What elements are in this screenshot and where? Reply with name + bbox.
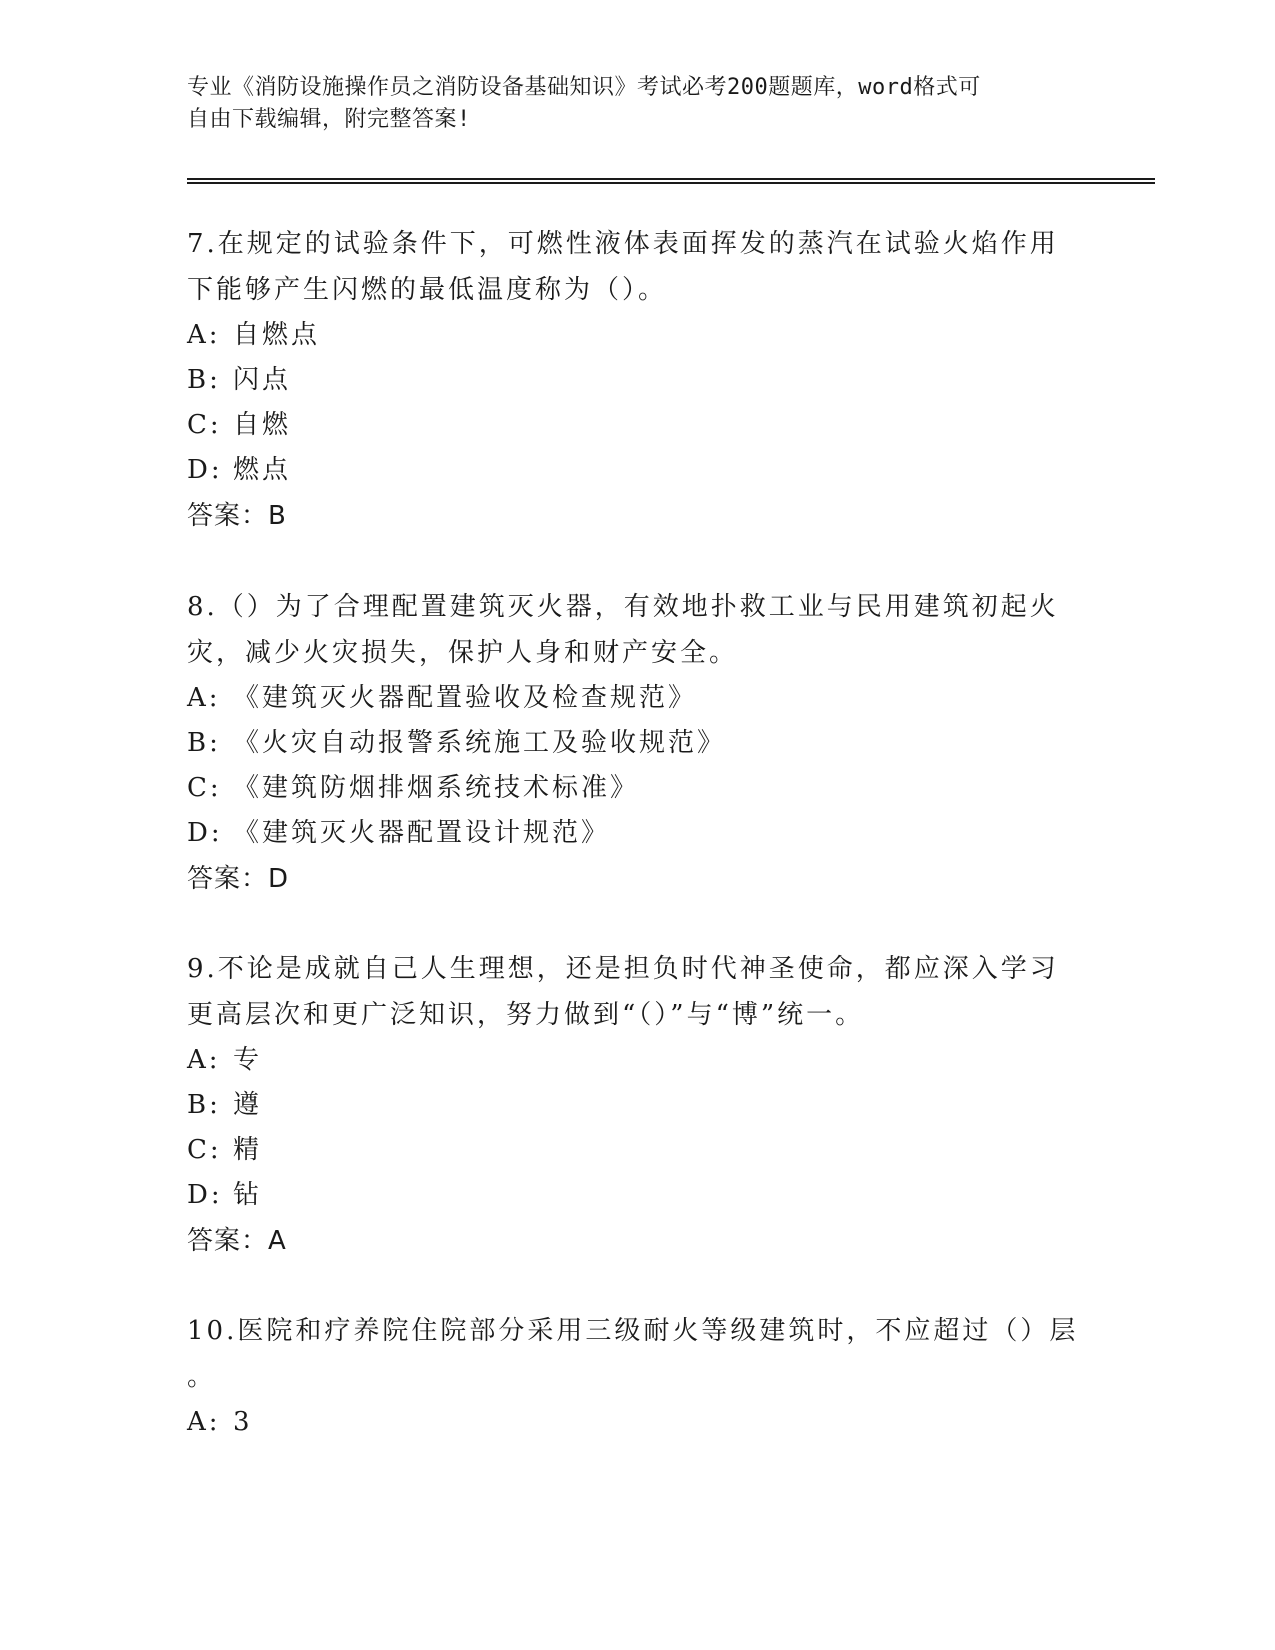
option-a — [187, 313, 1087, 358]
option-text: 《火灾自动报警系统施工及验收规范》 — [233, 728, 727, 758]
option-key: B: — [187, 365, 221, 395]
question-stem-line: 7.在规定的试验条件下，可燃性液体表面挥发的蒸汽在试验火焰作用 — [187, 229, 1059, 259]
question-8 — [187, 584, 1087, 902]
option-text: 专 — [233, 1045, 263, 1075]
option-d — [187, 811, 1087, 856]
question-stem — [187, 221, 1087, 313]
option-text: 自燃点 — [233, 320, 321, 350]
option-key: D: — [187, 1180, 223, 1210]
option-key: D: — [187, 818, 223, 848]
option-b — [187, 721, 1087, 766]
option-b — [187, 1083, 1087, 1128]
option-key: A: — [187, 1045, 221, 1075]
option-text: 《建筑防烟排烟系统技术标准》 — [233, 773, 640, 803]
option-d — [187, 1173, 1087, 1218]
header-divider — [187, 178, 1155, 184]
question-stem — [187, 584, 1087, 676]
option-key: A: — [187, 320, 221, 350]
answer-label: 答案：A — [187, 1226, 287, 1256]
option-key: A: — [187, 683, 221, 713]
option-text: 闪点 — [233, 365, 292, 395]
header-line-2: 自由下载编辑，附完整答案! — [187, 107, 471, 132]
question-stem — [187, 1308, 1087, 1400]
option-key: C: — [187, 410, 222, 440]
option-c — [187, 766, 1087, 811]
document-header — [187, 72, 1067, 136]
question-stem-line: 9.不论是成就自己人生理想，还是担负时代神圣使命，都应深入学习 — [187, 954, 1059, 984]
option-key: B: — [187, 728, 221, 758]
question-stem-line: 。 — [187, 1362, 217, 1392]
header-line-1: 专业《消防设施操作员之消防设备基础知识》考试必考200题题库，word格式可 — [187, 75, 981, 100]
option-key: C: — [187, 1135, 222, 1165]
option-text: 《建筑灭火器配置设计规范》 — [233, 818, 611, 848]
question-stem — [187, 946, 1087, 1038]
option-key: C: — [187, 773, 222, 803]
option-text: 3 — [233, 1407, 253, 1437]
option-text: 钻 — [233, 1180, 263, 1210]
option-a — [187, 1400, 1087, 1445]
question-stem-line: 8.（）为了合理配置建筑灭火器，有效地扑救工业与民用建筑初起火 — [187, 592, 1059, 622]
option-c — [187, 403, 1087, 448]
option-c — [187, 1128, 1087, 1173]
answer-label: 答案：B — [187, 501, 287, 531]
question-stem-line: 下能够产生闪燃的最低温度称为（）。 — [187, 275, 668, 305]
question-9 — [187, 946, 1087, 1264]
option-a — [187, 1038, 1087, 1083]
answer-label: 答案：D — [187, 864, 290, 894]
option-text: 《建筑灭火器配置验收及检查规范》 — [233, 683, 698, 713]
option-key: A: — [187, 1407, 221, 1437]
option-text: 燃点 — [233, 455, 292, 485]
option-text: 自燃 — [233, 410, 292, 440]
question-10 — [187, 1308, 1087, 1445]
option-key: B: — [187, 1090, 221, 1120]
question-7 — [187, 221, 1087, 539]
option-key: D: — [187, 455, 223, 485]
question-stem-line: 10.医院和疗养院住院部分采用三级耐火等级建筑时，不应超过（）层 — [187, 1316, 1079, 1346]
option-text: 精 — [233, 1135, 263, 1165]
question-stem-line: 更高层次和更广泛知识，努力做到“（）”与“博”统一。 — [187, 1000, 865, 1030]
option-a — [187, 676, 1087, 721]
option-b — [187, 358, 1087, 403]
option-text: 遵 — [233, 1090, 263, 1120]
question-stem-line: 灾，减少火灾损失，保护人身和财产安全。 — [187, 638, 739, 668]
option-d — [187, 448, 1087, 493]
